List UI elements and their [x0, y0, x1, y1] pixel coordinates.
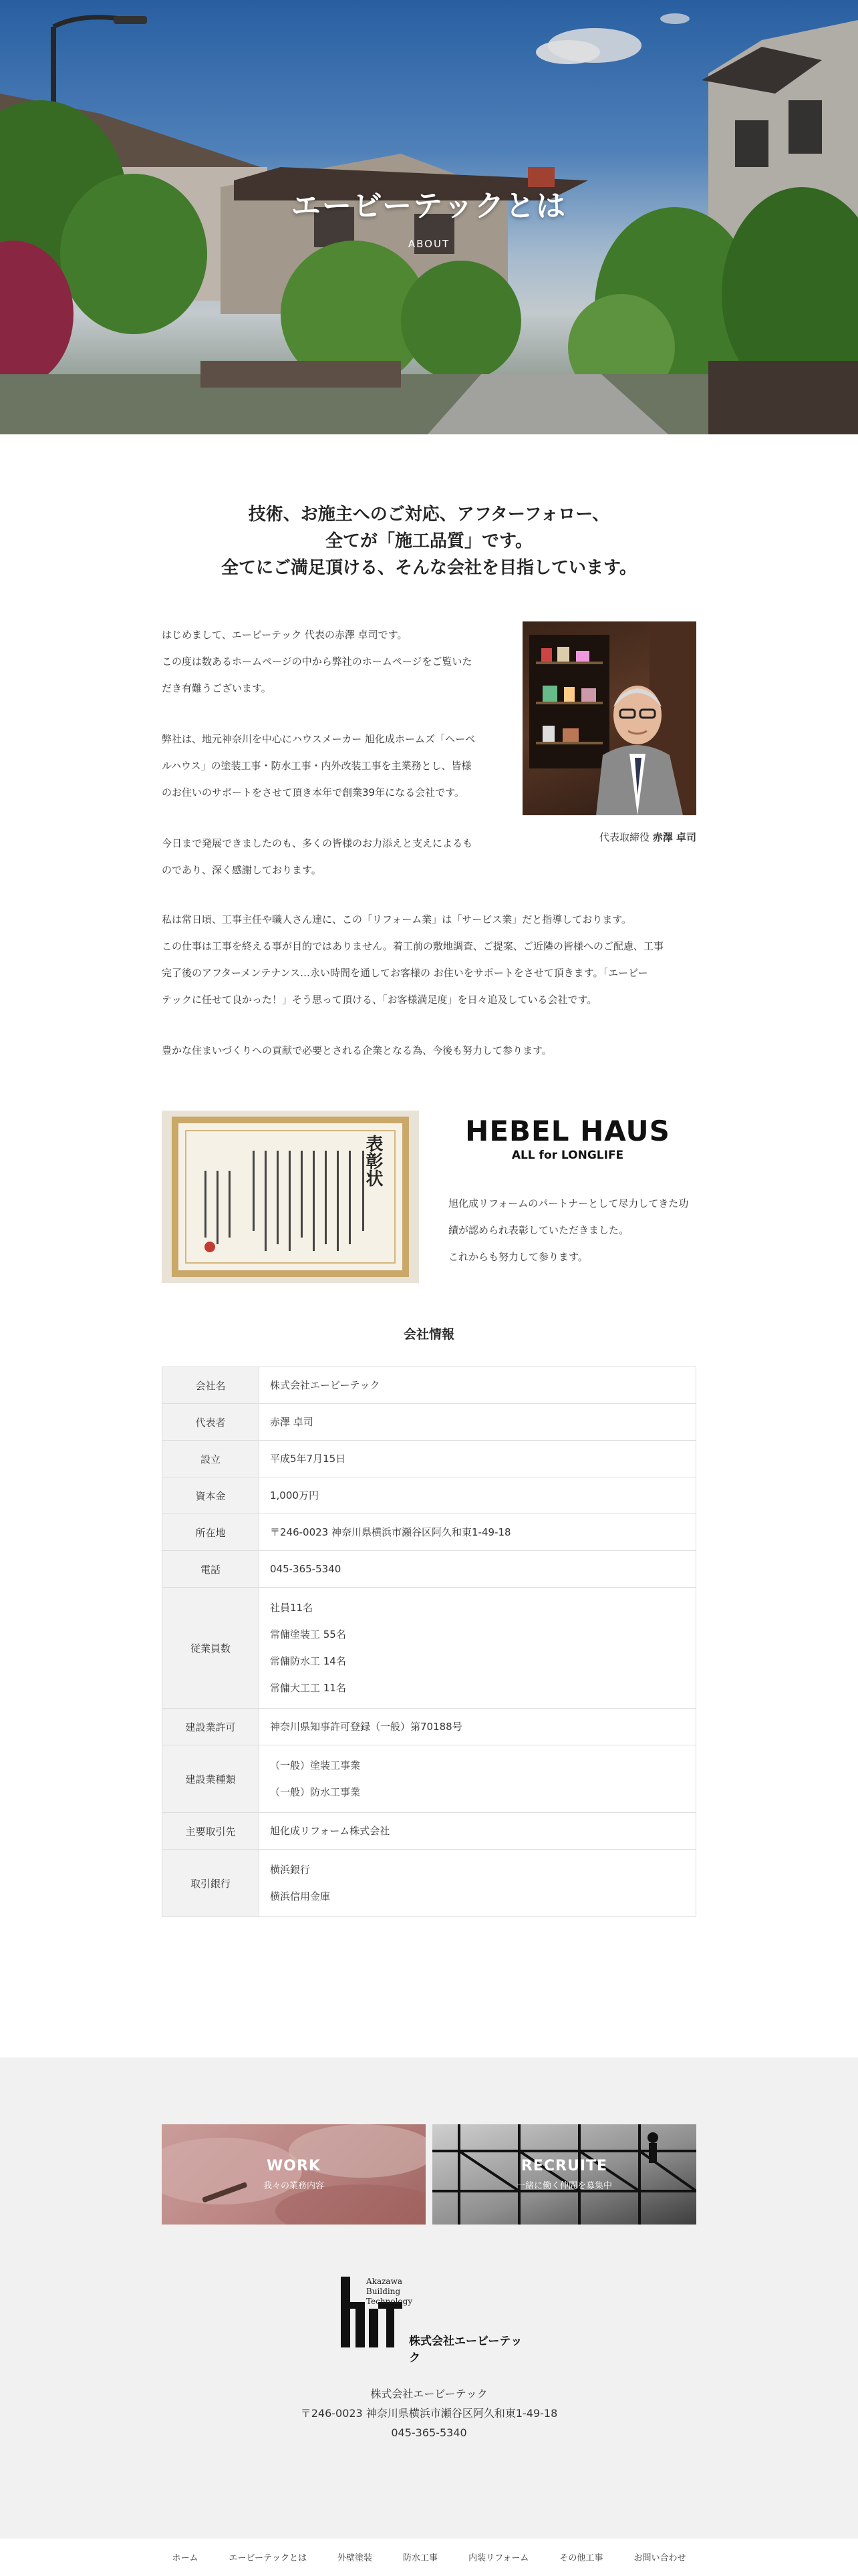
- award-description: [439, 1190, 696, 1270]
- table-value-line: 赤澤 卓司: [270, 1416, 313, 1428]
- logo-line: Building: [366, 2287, 401, 2296]
- table-value-line: 旭化成リフォーム株式会社: [270, 1825, 390, 1837]
- intro-text: [162, 621, 496, 903]
- footer-logo[interactable]: [335, 2274, 523, 2365]
- footer-nav-other[interactable]: その他工事: [559, 2553, 603, 2563]
- award-section: [162, 1111, 696, 1283]
- table-value-line: 常傭大工工 11名: [270, 1682, 346, 1694]
- table-row-value: [259, 1588, 696, 1709]
- table-row-value: [259, 1551, 696, 1588]
- footer-nav-about[interactable]: エービーテックとは: [229, 2553, 307, 2563]
- main-content: [162, 501, 696, 1917]
- recruit-banner-title: RECRUITE: [521, 2158, 608, 2174]
- lead-heading: [162, 501, 696, 581]
- table-row-value: [259, 1441, 696, 1477]
- table-row-label: 資本金: [162, 1477, 259, 1514]
- table-row: [162, 1514, 696, 1551]
- table-row-value: [259, 1477, 696, 1514]
- table-value-line: （一般）塗装工事業: [270, 1759, 361, 1771]
- text-line: 今日まで発展できましたのも、多くの皆様のお力添えと支えによるも: [162, 837, 473, 849]
- page-subtitle: ABOUT: [408, 238, 450, 250]
- table-value-line: 045-365-5340: [270, 1563, 341, 1575]
- footer-phone: 045-365-5340: [391, 2426, 467, 2439]
- table-row-label: 取引銀行: [162, 1850, 259, 1917]
- table-row-label: 従業員数: [162, 1588, 259, 1709]
- award-certificate-image: [162, 1111, 419, 1283]
- table-row: [162, 1551, 696, 1588]
- intro-paragraph: [162, 726, 496, 806]
- table-row: [162, 1404, 696, 1441]
- logo-line: Technology: [366, 2297, 413, 2306]
- text-line: はじめまして、エービーテック 代表の赤澤 卓司です。: [162, 629, 408, 641]
- caption-role: 代表取締役: [599, 831, 650, 843]
- lead-line: 技術、お施主へのご対応、アフターフォロー、: [248, 505, 610, 525]
- company-info-title: 会社情報: [403, 1327, 454, 1342]
- site-footer: [0, 2057, 858, 2539]
- page-title: エービーテックとは: [291, 189, 567, 223]
- logo-line: Akazawa: [366, 2277, 402, 2286]
- table-value-line: 神奈川県知事許可登録（一般）第70188号: [270, 1721, 462, 1733]
- table-row: [162, 1745, 696, 1813]
- table-value-line: 株式会社エービーテック: [270, 1379, 380, 1391]
- table-value-line: 平成5年7月15日: [270, 1453, 346, 1465]
- company-info-table: [162, 1367, 696, 1917]
- lead-line: 全てにご満足頂ける、そんな会社を目指しています。: [221, 558, 637, 578]
- footer-nav-interior[interactable]: 内装リフォーム: [468, 2553, 529, 2563]
- table-row-label: 設立: [162, 1441, 259, 1477]
- work-banner[interactable]: [162, 2124, 426, 2225]
- hebel-haus-tagline: ALL for LONGLIFE: [511, 1149, 624, 1162]
- table-row-label: 建設業種類: [162, 1745, 259, 1813]
- table-value-line: 常傭塗装工 55名: [270, 1628, 346, 1640]
- text-line: この仕事は工事を終える事が目的ではありません。着工前の敷地調査、ご提案、ご近隣の皆様へのご配慮、工事: [162, 940, 664, 952]
- table-value-line: 横浜信用金庫: [270, 1890, 331, 1902]
- closing-paragraph: 豊かな住まいづくりへの貢献で必要とされる企業となる為、今後も努力して参ります。: [162, 1044, 552, 1056]
- ceo-portrait-image: [523, 621, 696, 815]
- recruit-banner[interactable]: [432, 2124, 696, 2225]
- text-line: テックに任せて良かった！」そう思って頂ける、「お客様満足度」を日々追及している会社です。: [162, 994, 597, 1006]
- hebel-haus-logo: HEBEL HAUS: [465, 1115, 670, 1147]
- text-line: 私は常日頃、工事主任や職人さん達に、この「リフォーム業」は「サービス業」だと指導しております。: [162, 913, 632, 925]
- table-row: [162, 1477, 696, 1514]
- ceo-portrait-box: [523, 621, 696, 903]
- table-value-line: （一般）防水工事業: [270, 1786, 361, 1798]
- footer-address-line: 〒246-0023 神奈川県横浜市瀬谷区阿久和東1-49-18: [300, 2407, 558, 2420]
- footer-nav-contact[interactable]: お問い合わせ: [633, 2553, 686, 2563]
- table-value-line: 社員11名: [270, 1602, 313, 1614]
- text-line: だき有難うございます。: [162, 682, 271, 694]
- footer-nav-home[interactable]: ホーム: [172, 2553, 198, 2563]
- ceo-portrait-caption: [523, 830, 696, 844]
- caption-name: 赤澤 卓司: [652, 831, 696, 843]
- table-row-label: 会社名: [162, 1367, 259, 1404]
- table-row-label: 主要取引先: [162, 1813, 259, 1850]
- logo-text: [366, 2277, 412, 2307]
- footer-company-name: 株式会社エービーテック: [370, 2388, 488, 2400]
- table-value-line: 横浜銀行: [270, 1864, 311, 1876]
- text-line: ルハウス」の塗装工事・防水工事・内外改装工事を主業務とし、皆様: [162, 760, 472, 772]
- table-row-value: [259, 1745, 696, 1813]
- text-line: のお住いのサポートをさせて頂き本年で創業39年になる会社です。: [162, 786, 464, 799]
- table-row: [162, 1813, 696, 1850]
- table-row-label: 所在地: [162, 1514, 259, 1551]
- logo-company-name: 株式会社エービーテック: [409, 2335, 523, 2365]
- table-row-label: 電話: [162, 1551, 259, 1588]
- table-row-value: [259, 1850, 696, 1917]
- table-row-label: 建設業許可: [162, 1709, 259, 1745]
- table-row: [162, 1367, 696, 1404]
- text-line: のであり、深く感謝しております。: [162, 864, 321, 876]
- certificate-title: 表彰状: [363, 1135, 383, 1187]
- text-line: 完了後のアフターメンテナンス…永い時間を通してお客様の お住いをサポートをさせて頂きます。「エービー: [162, 967, 648, 979]
- table-value-line: 1,000万円: [270, 1489, 319, 1501]
- intro-section: [162, 621, 696, 903]
- work-banner-subtitle: 我々の業務内容: [263, 2181, 324, 2191]
- text-line: 旭化成リフォームのパートナーとして尽力してきた功: [448, 1197, 689, 1209]
- footer-nav-exterior[interactable]: 外壁塗装: [337, 2553, 373, 2563]
- lead-line: 全てが「施工品質」です。: [325, 531, 533, 551]
- footer-banners: [162, 2124, 696, 2225]
- table-row: [162, 1441, 696, 1477]
- philosophy-paragraph: [162, 906, 696, 1013]
- text-line: 弊社は、地元神奈川を中心にハウスメーカー 旭化成ホームズ「ヘーベ: [162, 733, 476, 745]
- table-row-value: [259, 1367, 696, 1404]
- table-row: [162, 1588, 696, 1709]
- work-banner-title: WORK: [267, 2158, 321, 2174]
- table-row-value: [259, 1813, 696, 1850]
- table-value-line: 〒246-0023 神奈川県横浜市瀬谷区阿久和東1-49-18: [270, 1526, 511, 1538]
- table-row: [162, 1709, 696, 1745]
- table-row-label: 代表者: [162, 1404, 259, 1441]
- footer-nav-waterproof[interactable]: 防水工事: [403, 2553, 438, 2563]
- text-line: この度は数あるホームページの中から弊社のホームページをご覧いた: [162, 656, 472, 668]
- hebel-haus-block: [439, 1111, 696, 1283]
- recruit-banner-subtitle: 一緒に働く仲間を募集中: [516, 2181, 612, 2191]
- intro-paragraph: [162, 830, 496, 883]
- table-value-line: 常傭防水工 14名: [270, 1655, 346, 1667]
- intro-paragraph: [162, 621, 496, 702]
- footer-nav: [0, 2539, 858, 2576]
- recruit-banner-image: [432, 2124, 696, 2225]
- text-line: 績が認められ表彰していただきました。: [448, 1224, 629, 1236]
- hero-section: [0, 0, 858, 434]
- footer-address: [162, 2384, 696, 2442]
- table-row-value: [259, 1709, 696, 1745]
- table-row: [162, 1850, 696, 1917]
- table-row-value: [259, 1404, 696, 1441]
- text-line: これからも努力して参ります。: [448, 1251, 588, 1263]
- table-row-value: [259, 1514, 696, 1551]
